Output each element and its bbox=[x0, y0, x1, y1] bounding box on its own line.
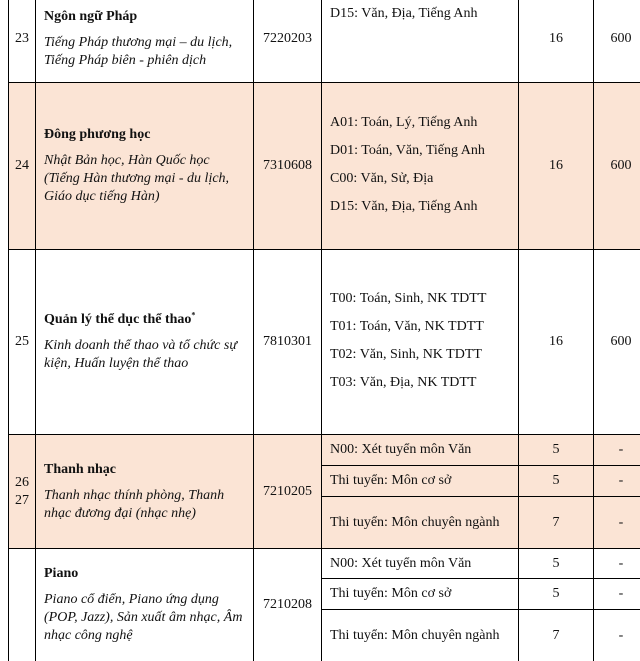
row-number-a: 26 bbox=[15, 474, 29, 490]
program-code: 7310608 bbox=[254, 83, 322, 250]
table-row bbox=[9, 0, 640, 83]
program-code: 7210208 bbox=[254, 549, 322, 661]
combo-item: Thi tuyển: Môn chuyên ngành bbox=[322, 497, 519, 549]
program-title bbox=[44, 311, 247, 329]
row-number bbox=[9, 435, 36, 549]
table-row bbox=[9, 435, 640, 466]
combo-item: T02: Văn, Sinh, NK TDTT bbox=[330, 347, 482, 362]
program-cell bbox=[36, 549, 254, 661]
quota-a: 5 bbox=[519, 579, 594, 610]
quota-b: 600 bbox=[594, 250, 640, 435]
program-cell bbox=[36, 435, 254, 549]
quota-a: 16 bbox=[519, 83, 594, 250]
combo-item: D01: Toán, Văn, Tiếng Anh bbox=[330, 143, 485, 158]
program-code: 7220203 bbox=[254, 0, 322, 83]
subject-combos bbox=[322, 83, 519, 250]
program-title: Đông phương học bbox=[44, 127, 151, 142]
title-mark: * bbox=[191, 310, 196, 320]
quota-b: 600 bbox=[594, 83, 640, 250]
combo-item: T00: Toán, Sinh, NK TDTT bbox=[330, 291, 487, 306]
quota-a: 7 bbox=[519, 610, 594, 661]
combo-item: Thi tuyển: Môn cơ sở bbox=[322, 466, 519, 497]
row-number bbox=[9, 549, 36, 661]
row-number: 25 bbox=[9, 250, 36, 435]
combo-item: T03: Văn, Địa, NK TDTT bbox=[330, 375, 477, 390]
program-subtitle: Kinh doanh thể thao và tổ chức sự kiện, Huấn luyện thể thao bbox=[44, 338, 237, 371]
program-cell bbox=[36, 250, 254, 435]
program-title: Ngôn ngữ Pháp bbox=[44, 8, 138, 24]
combo-item: A01: Toán, Lý, Tiếng Anh bbox=[330, 115, 478, 130]
subject-combos bbox=[322, 0, 519, 83]
combo-item: C00: Văn, Sử, Địa bbox=[330, 171, 434, 186]
quota-a: 5 bbox=[519, 435, 594, 466]
program-title: Thanh nhạc bbox=[44, 461, 116, 477]
quota-b: - bbox=[594, 466, 640, 497]
program-title-text: Quản lý thể dục thể thao bbox=[44, 312, 192, 327]
quota-a: 16 bbox=[519, 0, 594, 83]
table-row bbox=[9, 549, 640, 579]
combo-item: T01: Toán, Văn, NK TDTT bbox=[330, 319, 484, 334]
combo-item: Thi tuyển: Môn chuyên ngành bbox=[322, 610, 519, 661]
program-subtitle: Thanh nhạc thính phòng, Thanh nhạc đương đại (nhạc nhẹ) bbox=[44, 487, 225, 521]
combo-item: N00: Xét tuyển môn Văn bbox=[322, 435, 519, 466]
program-cell bbox=[36, 0, 254, 83]
quota-b: - bbox=[594, 549, 640, 579]
combo-item: D15: Văn, Địa, Tiếng Anh bbox=[330, 6, 478, 21]
quota-a: 16 bbox=[519, 250, 594, 435]
quota-a: 5 bbox=[519, 466, 594, 497]
table-row bbox=[9, 83, 640, 250]
program-subtitle: Tiếng Pháp thương mại – du lịch, Tiếng Pháp biên - phiên dịch bbox=[44, 34, 233, 68]
subject-combos bbox=[322, 250, 519, 435]
combo-item: Thi tuyển: Môn cơ sở bbox=[322, 579, 519, 610]
table-row bbox=[9, 250, 640, 435]
row-number: 24 bbox=[9, 83, 36, 250]
quota-b: - bbox=[594, 610, 640, 661]
program-code: 7210205 bbox=[254, 435, 322, 549]
admissions-table bbox=[8, 0, 640, 661]
quota-b: - bbox=[594, 497, 640, 549]
quota-b: - bbox=[594, 579, 640, 610]
quota-b: - bbox=[594, 435, 640, 466]
program-cell bbox=[36, 83, 254, 250]
row-number-b: 27 bbox=[15, 492, 29, 508]
row-number: 23 bbox=[9, 0, 36, 83]
program-subtitle: Piano cổ điển, Piano ứng dụng (POP, Jazz), Sản xuất âm nhạc, Âm nhạc công nghệ bbox=[44, 592, 243, 643]
combo-item: N00: Xét tuyển môn Văn bbox=[322, 549, 519, 579]
quota-b: 600 bbox=[594, 0, 640, 83]
program-title: Piano bbox=[44, 566, 79, 581]
quota-a: 7 bbox=[519, 497, 594, 549]
quota-a: 5 bbox=[519, 549, 594, 579]
program-code: 7810301 bbox=[254, 250, 322, 435]
program-subtitle: Nhật Bản học, Hàn Quốc học (Tiếng Hàn thương mại - du lịch, Giáo dục tiếng Hàn) bbox=[44, 153, 230, 204]
combo-item: D15: Văn, Địa, Tiếng Anh bbox=[330, 199, 478, 214]
